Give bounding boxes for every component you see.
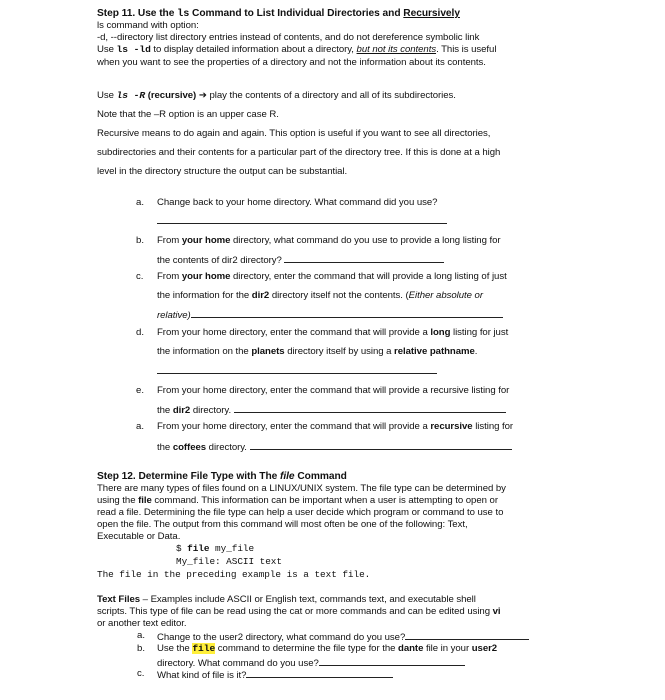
step12-question-c-label: c. xyxy=(137,668,145,679)
answer-a-line[interactable] xyxy=(157,223,447,224)
question-b-line1: From your home directory, what command do you use to provide a long listing for xyxy=(157,235,501,246)
question-b-label: b. xyxy=(136,235,145,246)
step11-line4: when you want to see the properties of a directory and not the information about its contents. xyxy=(97,57,486,68)
step12-para-2: using the file command. This information can be important when a user is attempting to open or xyxy=(97,495,498,506)
note-line: Note that the –R option is an upper case R. xyxy=(97,109,279,120)
answer-d-line[interactable] xyxy=(157,373,437,374)
answer-b-line[interactable] xyxy=(284,253,444,263)
arrow-right-icon: ➔ xyxy=(198,90,207,101)
text-files-line-2: scripts. This type of file can be read using the cat or more commands and can be edited using vi xyxy=(97,606,501,617)
question-c-line1: From your home directory, enter the command that will provide a long listing of just xyxy=(157,271,507,282)
question-f-label: a. xyxy=(136,421,145,432)
step12-question-b-line2: directory. What command do you use? xyxy=(157,656,465,670)
question-e-label: e. xyxy=(136,385,145,396)
answer-e-line[interactable] xyxy=(234,403,506,413)
step12-question-b-label: b. xyxy=(137,643,146,654)
text-files-line-3: or another text editor. xyxy=(97,618,187,629)
recursive-para-3: level in the directory structure the output can be substantial. xyxy=(97,166,348,177)
recursive-line: Use ls -R (recursive) ➔ play the contents of a directory and all of its subdirectories. xyxy=(97,90,456,101)
answer-c-line[interactable] xyxy=(191,308,503,318)
step12-question-b-line1: Use the file command to determine the file type for the dante file in your user2 xyxy=(157,643,498,654)
step11-line1: ls command with option: xyxy=(97,20,199,31)
question-e-line1: From your home directory, enter the command that will provide a recursive listing for xyxy=(157,385,510,396)
step11-heading: Step 11. Use the ls Command to List Individual Directories and Recursively xyxy=(97,8,460,20)
step12-answer-a-line[interactable] xyxy=(405,630,529,640)
question-b-line2: the contents of dir2 directory? xyxy=(157,253,444,267)
question-d-line2: the information on the planets directory itself by using a relative pathname. xyxy=(157,346,478,357)
recursive-para-2: subdirectories and their contents for a particular part of the directory tree. If this is done at a high xyxy=(97,147,501,158)
question-e-line2: the dir2 directory. xyxy=(157,403,506,417)
question-f-line1: From your home directory, enter the command that will provide a recursive listing for xyxy=(157,421,514,432)
step12-para-5: Executable or Data. xyxy=(97,531,181,542)
step12-question-a: Change to the user2 directory, what command do you use? xyxy=(157,630,529,644)
step12-question-a-label: a. xyxy=(137,630,146,641)
question-c-line3: relative) xyxy=(157,308,503,322)
step12-heading: Step 12. Determine File Type with The file Command xyxy=(97,471,347,482)
question-a-label: a. xyxy=(136,197,145,208)
step11-line2: -d, --directory list directory entries instead of contents, and do not dereference symbolic link xyxy=(97,32,480,43)
text-files-line-1: Text Files – Examples include ASCII or English text, commands text, and executable shell xyxy=(97,594,476,605)
answer-f-line[interactable] xyxy=(250,440,512,450)
code-line-3: The file in the preceding example is a text file. xyxy=(97,569,371,580)
step11-line3: Use ls -ld to display detailed information about a directory, but not its contents. This is useful xyxy=(97,44,497,55)
code-line-1: $ file my_file xyxy=(176,543,255,554)
question-c-line2: the information for the dir2 directory itself not the contents. (Either absolute or xyxy=(157,290,483,301)
step12-para-1: There are many types of files found on a LINUX/UNIX system. The file type can be determined by xyxy=(97,483,506,494)
question-d-label: d. xyxy=(136,327,145,338)
code-line-2: My_file: ASCII text xyxy=(176,556,282,567)
question-f-line2: the coffees directory. xyxy=(157,440,512,454)
question-c-label: c. xyxy=(136,271,144,282)
step12-answer-b-line[interactable] xyxy=(319,656,465,666)
step12-para-3: read a file. Determining the file type can help a user decide which program or command to use to xyxy=(97,507,504,518)
step12-para-4: open the file. The output from this command will most often be one of the following: Text, xyxy=(97,519,468,530)
question-a-text: Change back to your home directory. What command did you use? xyxy=(157,197,438,208)
step12-answer-c-line[interactable] xyxy=(246,668,393,678)
recursive-para-1: Recursive means to do again and again. This option is useful if you want to see all directories, xyxy=(97,128,491,139)
step12-question-c: What kind of file is it? xyxy=(157,668,393,682)
question-d-line1: From your home directory, enter the command that will provide a long listing for just xyxy=(157,327,509,338)
